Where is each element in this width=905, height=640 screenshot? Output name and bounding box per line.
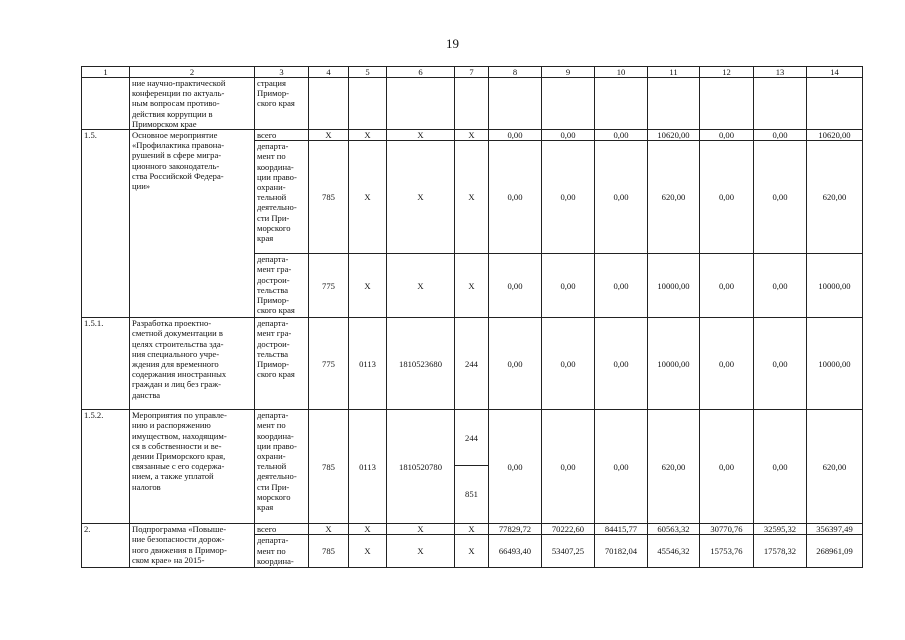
- value-cell: 60563,32: [648, 524, 700, 535]
- value-cell: 0,00: [542, 141, 595, 254]
- expense-type-split-cell: [455, 410, 489, 524]
- item-number-cell: 1.5.2.: [82, 410, 130, 524]
- item-number-cell: 1.5.1.: [82, 318, 130, 410]
- value-cell: 0,00: [542, 130, 595, 141]
- value-cell: 0,00: [489, 318, 542, 410]
- column-number: 11: [648, 67, 700, 78]
- executor-cell: департа- мент гра- дострои- тельства Примор- ского края: [255, 318, 309, 410]
- value-cell: 620,00: [807, 410, 863, 524]
- value-cell: X: [455, 254, 489, 318]
- value-cell: 53407,25: [542, 535, 595, 568]
- value-cell: 70222,60: [542, 524, 595, 535]
- value-cell: 0,00: [700, 410, 754, 524]
- value-cell: X: [349, 254, 387, 318]
- value-cell: X: [349, 535, 387, 568]
- executor-cell: департа- мент по координа- ции право- охрани- тельной деятельно- сти При- морского края: [255, 410, 309, 524]
- value-cell: 32595,32: [754, 524, 807, 535]
- value-cell: 0,00: [700, 141, 754, 254]
- value-cell: 10000,00: [648, 318, 700, 410]
- value-cell: 1810523680: [387, 318, 455, 410]
- item-name-cell: Основное мероприятие «Профилактика правона- рушений в сфере мигра- ционного законодатель- ства Российской Федера- ции»: [130, 130, 255, 318]
- value-cell: 17578,32: [754, 535, 807, 568]
- executor-cell: департа- мент по координа- ции право- охрани- тельной деятельно- сти При- морского края: [255, 141, 309, 254]
- value-cell: 0113: [349, 410, 387, 524]
- value-cell: 785: [309, 535, 349, 568]
- column-number: 4: [309, 67, 349, 78]
- value-cell: 10620,00: [807, 130, 863, 141]
- column-number: 13: [754, 67, 807, 78]
- value-cell: X: [455, 141, 489, 254]
- executor-cell: департа- мент гра- дострои- тельства Примор- ского края: [255, 254, 309, 318]
- item-number-cell: 1.5.: [82, 130, 130, 318]
- page-number: 19: [446, 36, 459, 51]
- value-cell: 356397,49: [807, 524, 863, 535]
- value-cell: 10000,00: [648, 254, 700, 318]
- value-cell: 0,00: [700, 254, 754, 318]
- column-number: 3: [255, 67, 309, 78]
- value-cell: 244: [455, 318, 489, 410]
- value-cell: 0,00: [595, 318, 648, 410]
- value-cell: 620,00: [648, 141, 700, 254]
- value-cell: 77829,72: [489, 524, 542, 535]
- value-cell: 0,00: [754, 141, 807, 254]
- value-cell: X: [387, 254, 455, 318]
- column-number: 9: [542, 67, 595, 78]
- value-cell: X: [349, 130, 387, 141]
- column-number: 1: [82, 67, 130, 78]
- value-cell: 10000,00: [807, 254, 863, 318]
- value-cell: X: [309, 130, 349, 141]
- item-name-cell: Разработка проектно- сметной документации в целях строительства зда- ния специального учре- ждения для временного содержания иностранных граждан и лиц без граж- данства: [130, 318, 255, 410]
- value-cell: X: [309, 524, 349, 535]
- value-cell: 0,00: [754, 130, 807, 141]
- value-cell: 10000,00: [807, 318, 863, 410]
- column-number-row: [82, 67, 863, 78]
- value-cell: 775: [309, 318, 349, 410]
- value-cell: 0,00: [489, 141, 542, 254]
- value-cell: 0,00: [754, 254, 807, 318]
- item-name-cell: Мероприятия по управле- нию и распоряжению имуществом, находящим- ся в собственности и ве- дении Приморского края, связанные с его содержа- нием, а также уплатой налогов: [130, 410, 255, 524]
- value-cell: 0,00: [542, 410, 595, 524]
- item-name-cell: Подпрограмма «Повыше- ние безопасности дорож- ного движения в Примор- ском крае» на 2015-: [130, 524, 255, 568]
- column-number: 2: [130, 67, 255, 78]
- table-row-continuation: [82, 78, 863, 130]
- column-number: 8: [489, 67, 542, 78]
- value-cell: 620,00: [807, 141, 863, 254]
- value-cell: 0,00: [595, 410, 648, 524]
- expense-type-851: 851: [465, 489, 478, 500]
- value-cell: 0,00: [700, 130, 754, 141]
- table-row: [82, 318, 863, 410]
- executor-cell: страция Примор- ского края: [255, 78, 309, 130]
- value-cell: X: [387, 524, 455, 535]
- value-cell: 0,00: [489, 254, 542, 318]
- item-name-cell: ние научно-практической конференции по актуаль- ным вопросам противо- действия коррупции в Приморском крае: [130, 78, 255, 130]
- value-cell: 1810520780: [387, 410, 455, 524]
- value-cell: 0113: [349, 318, 387, 410]
- value-cell: 30770,76: [700, 524, 754, 535]
- table-row: [82, 130, 863, 141]
- column-number: 14: [807, 67, 863, 78]
- value-cell: X: [455, 524, 489, 535]
- value-cell: 785: [309, 410, 349, 524]
- value-cell: 0,00: [595, 254, 648, 318]
- column-number: 7: [455, 67, 489, 78]
- column-number: 10: [595, 67, 648, 78]
- executor-cell: департа- мент по координа-: [255, 535, 309, 568]
- value-cell: 268961,09: [807, 535, 863, 568]
- expense-type-244: 244: [455, 410, 488, 466]
- column-number: 5: [349, 67, 387, 78]
- value-cell: 0,00: [489, 130, 542, 141]
- executor-cell: всего: [255, 524, 309, 535]
- value-cell: 66493,40: [489, 535, 542, 568]
- value-cell: 45546,32: [648, 535, 700, 568]
- value-cell: X: [455, 130, 489, 141]
- value-cell: 620,00: [648, 410, 700, 524]
- budget-table: [81, 66, 863, 568]
- value-cell: X: [349, 141, 387, 254]
- value-cell: 0,00: [595, 130, 648, 141]
- value-cell: 0,00: [595, 141, 648, 254]
- value-cell: 15753,76: [700, 535, 754, 568]
- value-cell: 785: [309, 141, 349, 254]
- value-cell: X: [387, 141, 455, 254]
- column-number: 12: [700, 67, 754, 78]
- value-cell: 775: [309, 254, 349, 318]
- value-cell: 84415,77: [595, 524, 648, 535]
- value-cell: 0,00: [542, 254, 595, 318]
- item-number-cell: 2.: [82, 524, 130, 568]
- value-cell: X: [387, 130, 455, 141]
- table-row: [82, 410, 863, 524]
- value-cell: 0,00: [489, 410, 542, 524]
- value-cell: X: [349, 524, 387, 535]
- value-cell: 10620,00: [648, 130, 700, 141]
- value-cell: 0,00: [754, 318, 807, 410]
- value-cell: X: [387, 535, 455, 568]
- value-cell: 0,00: [700, 318, 754, 410]
- value-cell: 0,00: [754, 410, 807, 524]
- value-cell: X: [455, 535, 489, 568]
- value-cell: 0,00: [542, 318, 595, 410]
- value-cell: 70182,04: [595, 535, 648, 568]
- column-number: 6: [387, 67, 455, 78]
- table-row: [82, 524, 863, 535]
- executor-cell: всего: [255, 130, 309, 141]
- item-number-cell: [82, 78, 130, 130]
